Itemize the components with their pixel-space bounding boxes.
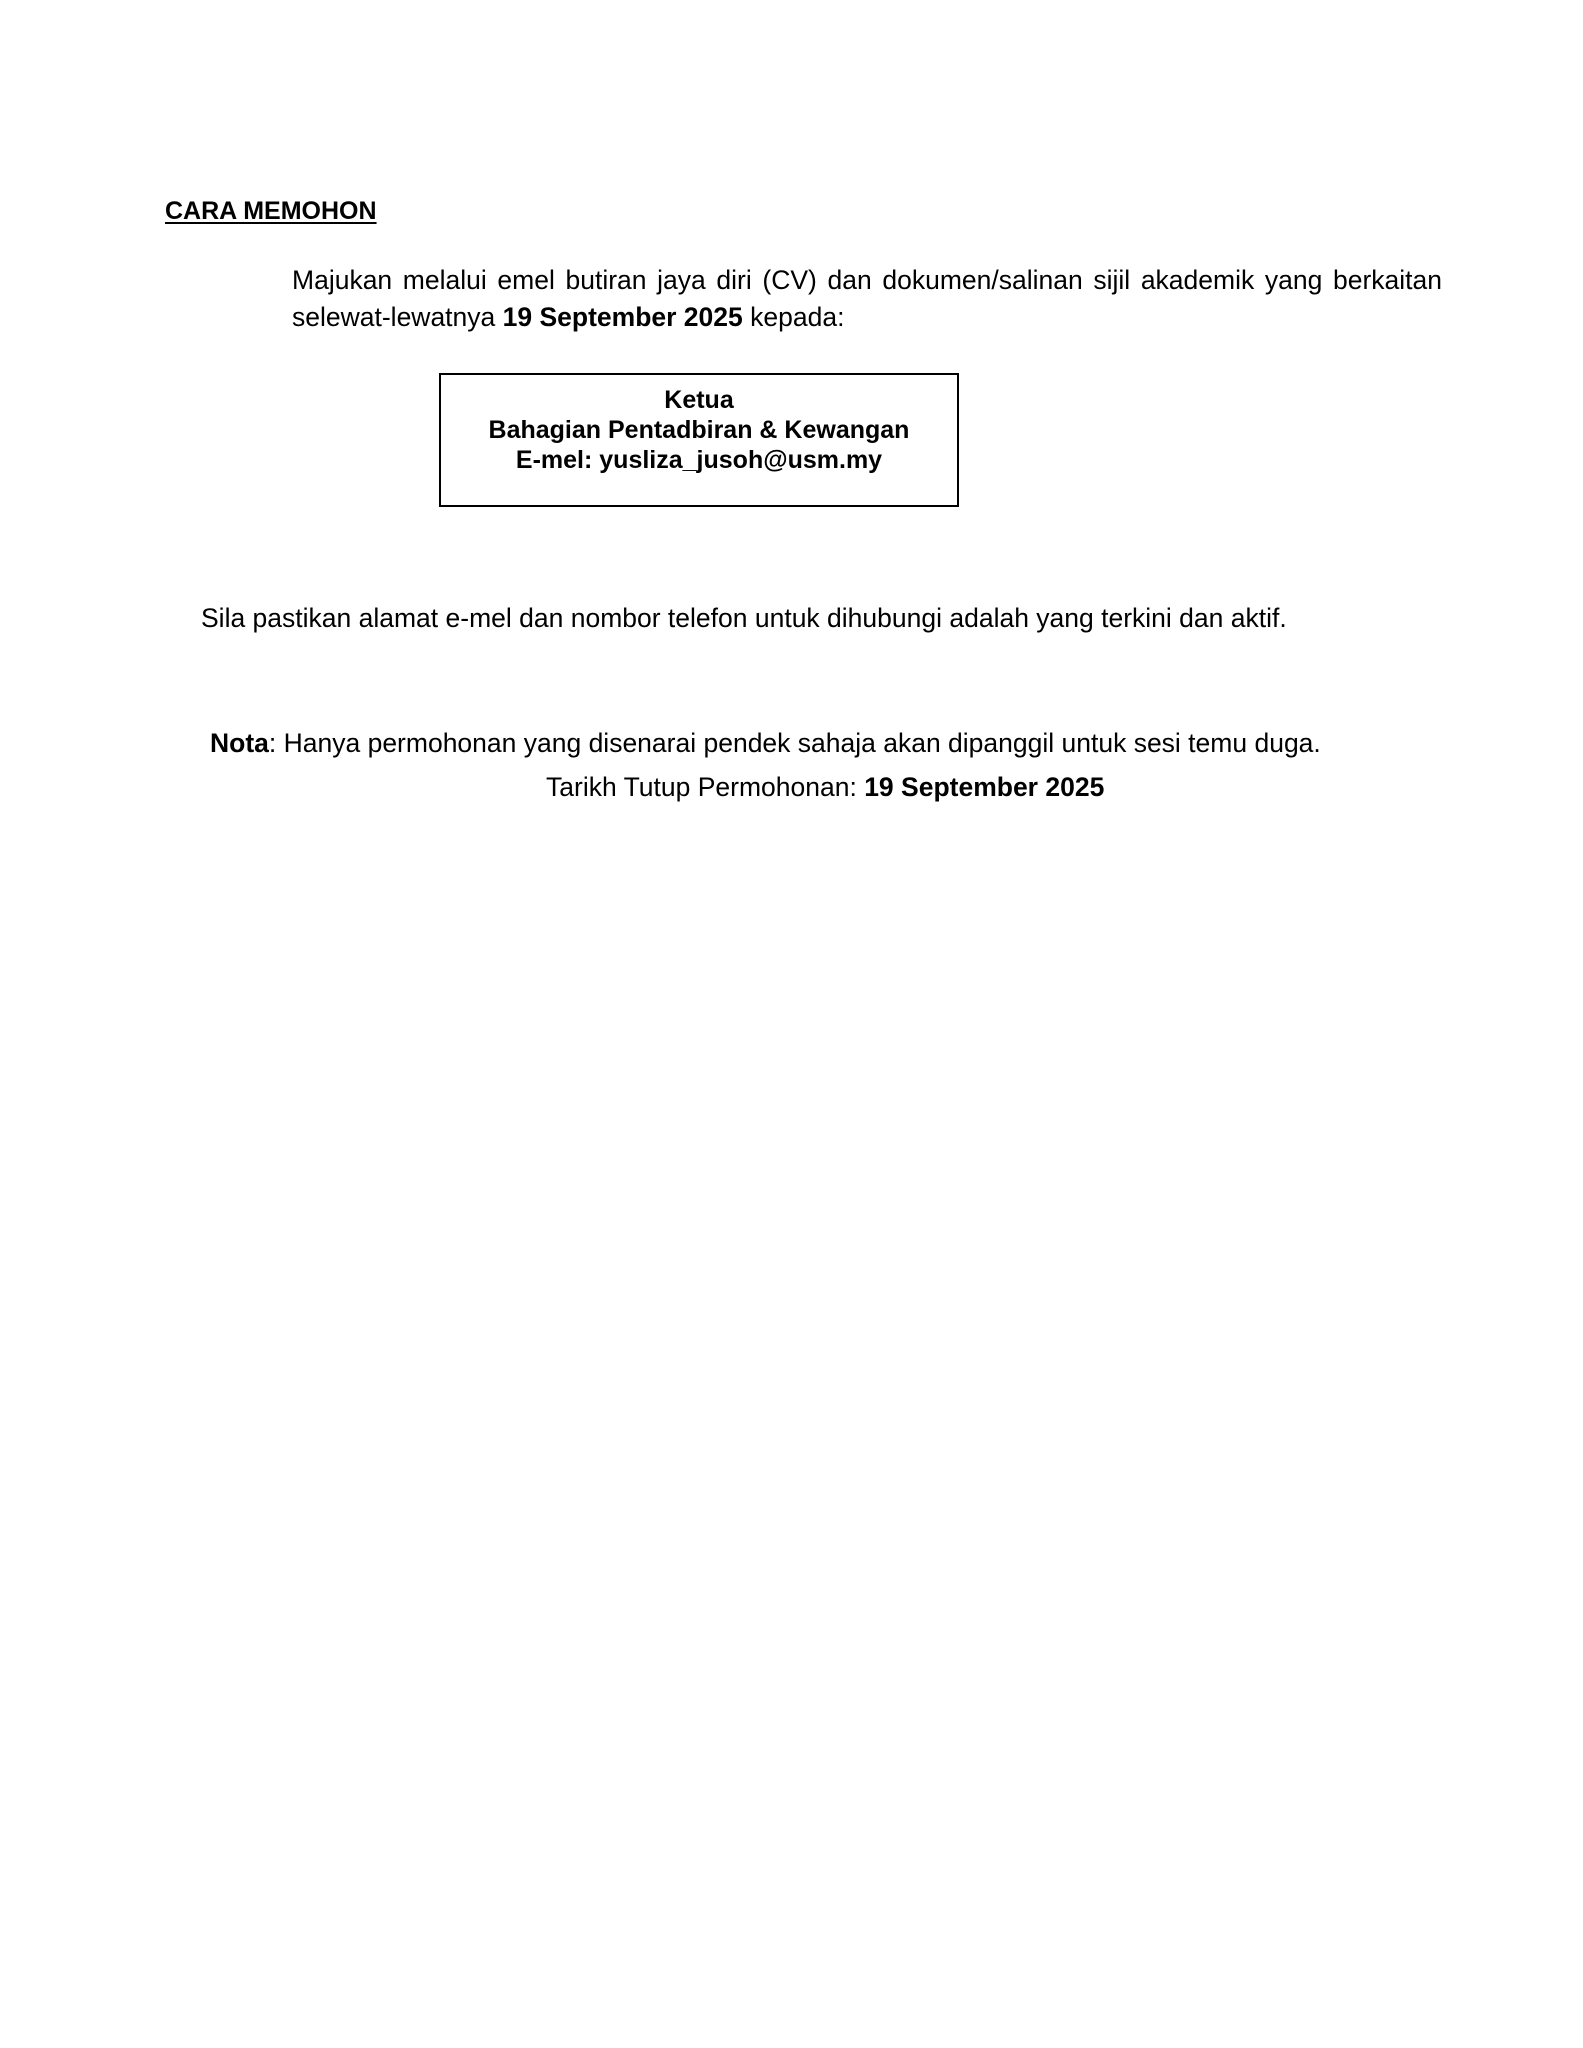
- section-heading: CARA MEMOHON: [165, 197, 377, 225]
- instructions-text: Majukan melalui emel butiran jaya diri (CV) dan dokumen/salinan sijil akademik yang berkaitan selewat-lewatnya: [292, 265, 1442, 332]
- closing-date: 19 September 2025: [864, 772, 1105, 802]
- recipient-email: E-mel: yusliza_jusoh@usm.my: [515, 446, 883, 474]
- address-box: [439, 373, 959, 507]
- contact-reminder: Sila pastikan alamat e-mel dan nombor telefon untuk dihubungi adalah yang terkini dan aktif.: [201, 603, 1287, 633]
- recipient-title: Ketua: [664, 386, 734, 414]
- recipient-department: Bahagian Pentadbiran & Kewangan: [488, 416, 910, 444]
- instructions-text-end: kepada:: [742, 302, 845, 332]
- deadline-date: 19 September 2025: [502, 302, 743, 332]
- closing-date-line: [546, 770, 1104, 804]
- note-label: Nota: [210, 728, 269, 758]
- closing-date-label: Tarikh Tutup Permohonan:: [546, 772, 865, 802]
- application-instructions: [292, 262, 1442, 336]
- note-text: : Hanya permohonan yang disenarai pendek sahaja akan dipanggil untuk sesi temu duga.: [268, 728, 1321, 758]
- note-paragraph: [210, 726, 1321, 760]
